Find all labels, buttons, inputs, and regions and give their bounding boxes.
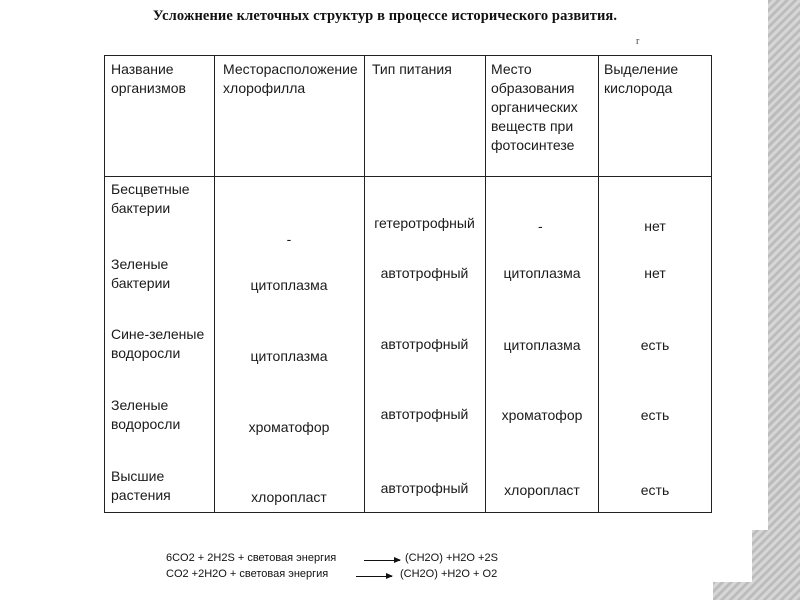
row-chlorophyll-location: - (286, 231, 292, 247)
row-oxygen-release: нет (644, 265, 666, 281)
row-nutrition-type: гетеротрофный (374, 215, 475, 231)
equation-right: (CH2O) +H2O + O2 (400, 568, 498, 580)
row-synthesis-place: - (538, 218, 543, 234)
row-synthesis-place: хлоропласт (504, 482, 580, 498)
row-organism: Высшие растения (111, 468, 171, 503)
row-chlorophyll-location: хлоропласт (251, 489, 327, 505)
row-organism: Бесцветные бактерии (111, 181, 190, 216)
equation-right: (CH2O) +H2O +2S (405, 552, 498, 564)
page-title: Усложнение клеточных структур в процессе исторического развития. (152, 8, 618, 24)
row-chlorophyll-location: цитоплазма (250, 277, 328, 293)
row-oxygen-release: есть (640, 407, 670, 423)
row-oxygen-release: есть (640, 337, 670, 353)
row-organism: Зеленые водоросли (111, 397, 181, 432)
header-oxygen-release: Выделение кислорода (604, 61, 679, 96)
column-divider (485, 56, 486, 512)
header-nutrition-type: Тип питания (372, 61, 452, 77)
row-synthesis-place: цитоплазма (503, 265, 581, 281)
header-organism: Название организмов (111, 61, 186, 96)
slide-area-lower (0, 530, 752, 582)
arrow-icon (364, 560, 400, 561)
column-divider (364, 56, 365, 512)
slide-area-bottom (0, 582, 713, 600)
row-nutrition-type: автотрофный (380, 480, 469, 496)
row-nutrition-type: автотрофный (380, 265, 469, 281)
header-divider (105, 176, 711, 177)
column-divider (598, 56, 599, 512)
row-nutrition-type: автотрофный (380, 406, 469, 422)
equation-left: 6CO2 + 2H2S + световая энергия (166, 552, 337, 564)
arrow-icon (356, 576, 392, 577)
header-synthesis-place: Место образования органических веществ при фотосинтезе (491, 61, 578, 153)
row-synthesis-place: хроматофор (501, 407, 583, 423)
row-organism: Сине-зеленые водоросли (111, 326, 205, 361)
row-chlorophyll-location: хроматофор (248, 419, 330, 435)
equation-left: CO2 +2H2O + световая энергия (166, 568, 329, 580)
row-nutrition-type: автотрофный (380, 336, 469, 352)
row-synthesis-place: цитоплазма (503, 337, 581, 353)
corner-mark: r (636, 36, 640, 47)
header-chlorophyll-location: Месторасположение хлорофилла (223, 61, 358, 96)
row-oxygen-release: нет (644, 218, 666, 234)
row-oxygen-release: есть (640, 482, 670, 498)
row-chlorophyll-location: цитоплазма (250, 348, 328, 364)
row-organism: Зеленые бактерии (111, 256, 171, 291)
